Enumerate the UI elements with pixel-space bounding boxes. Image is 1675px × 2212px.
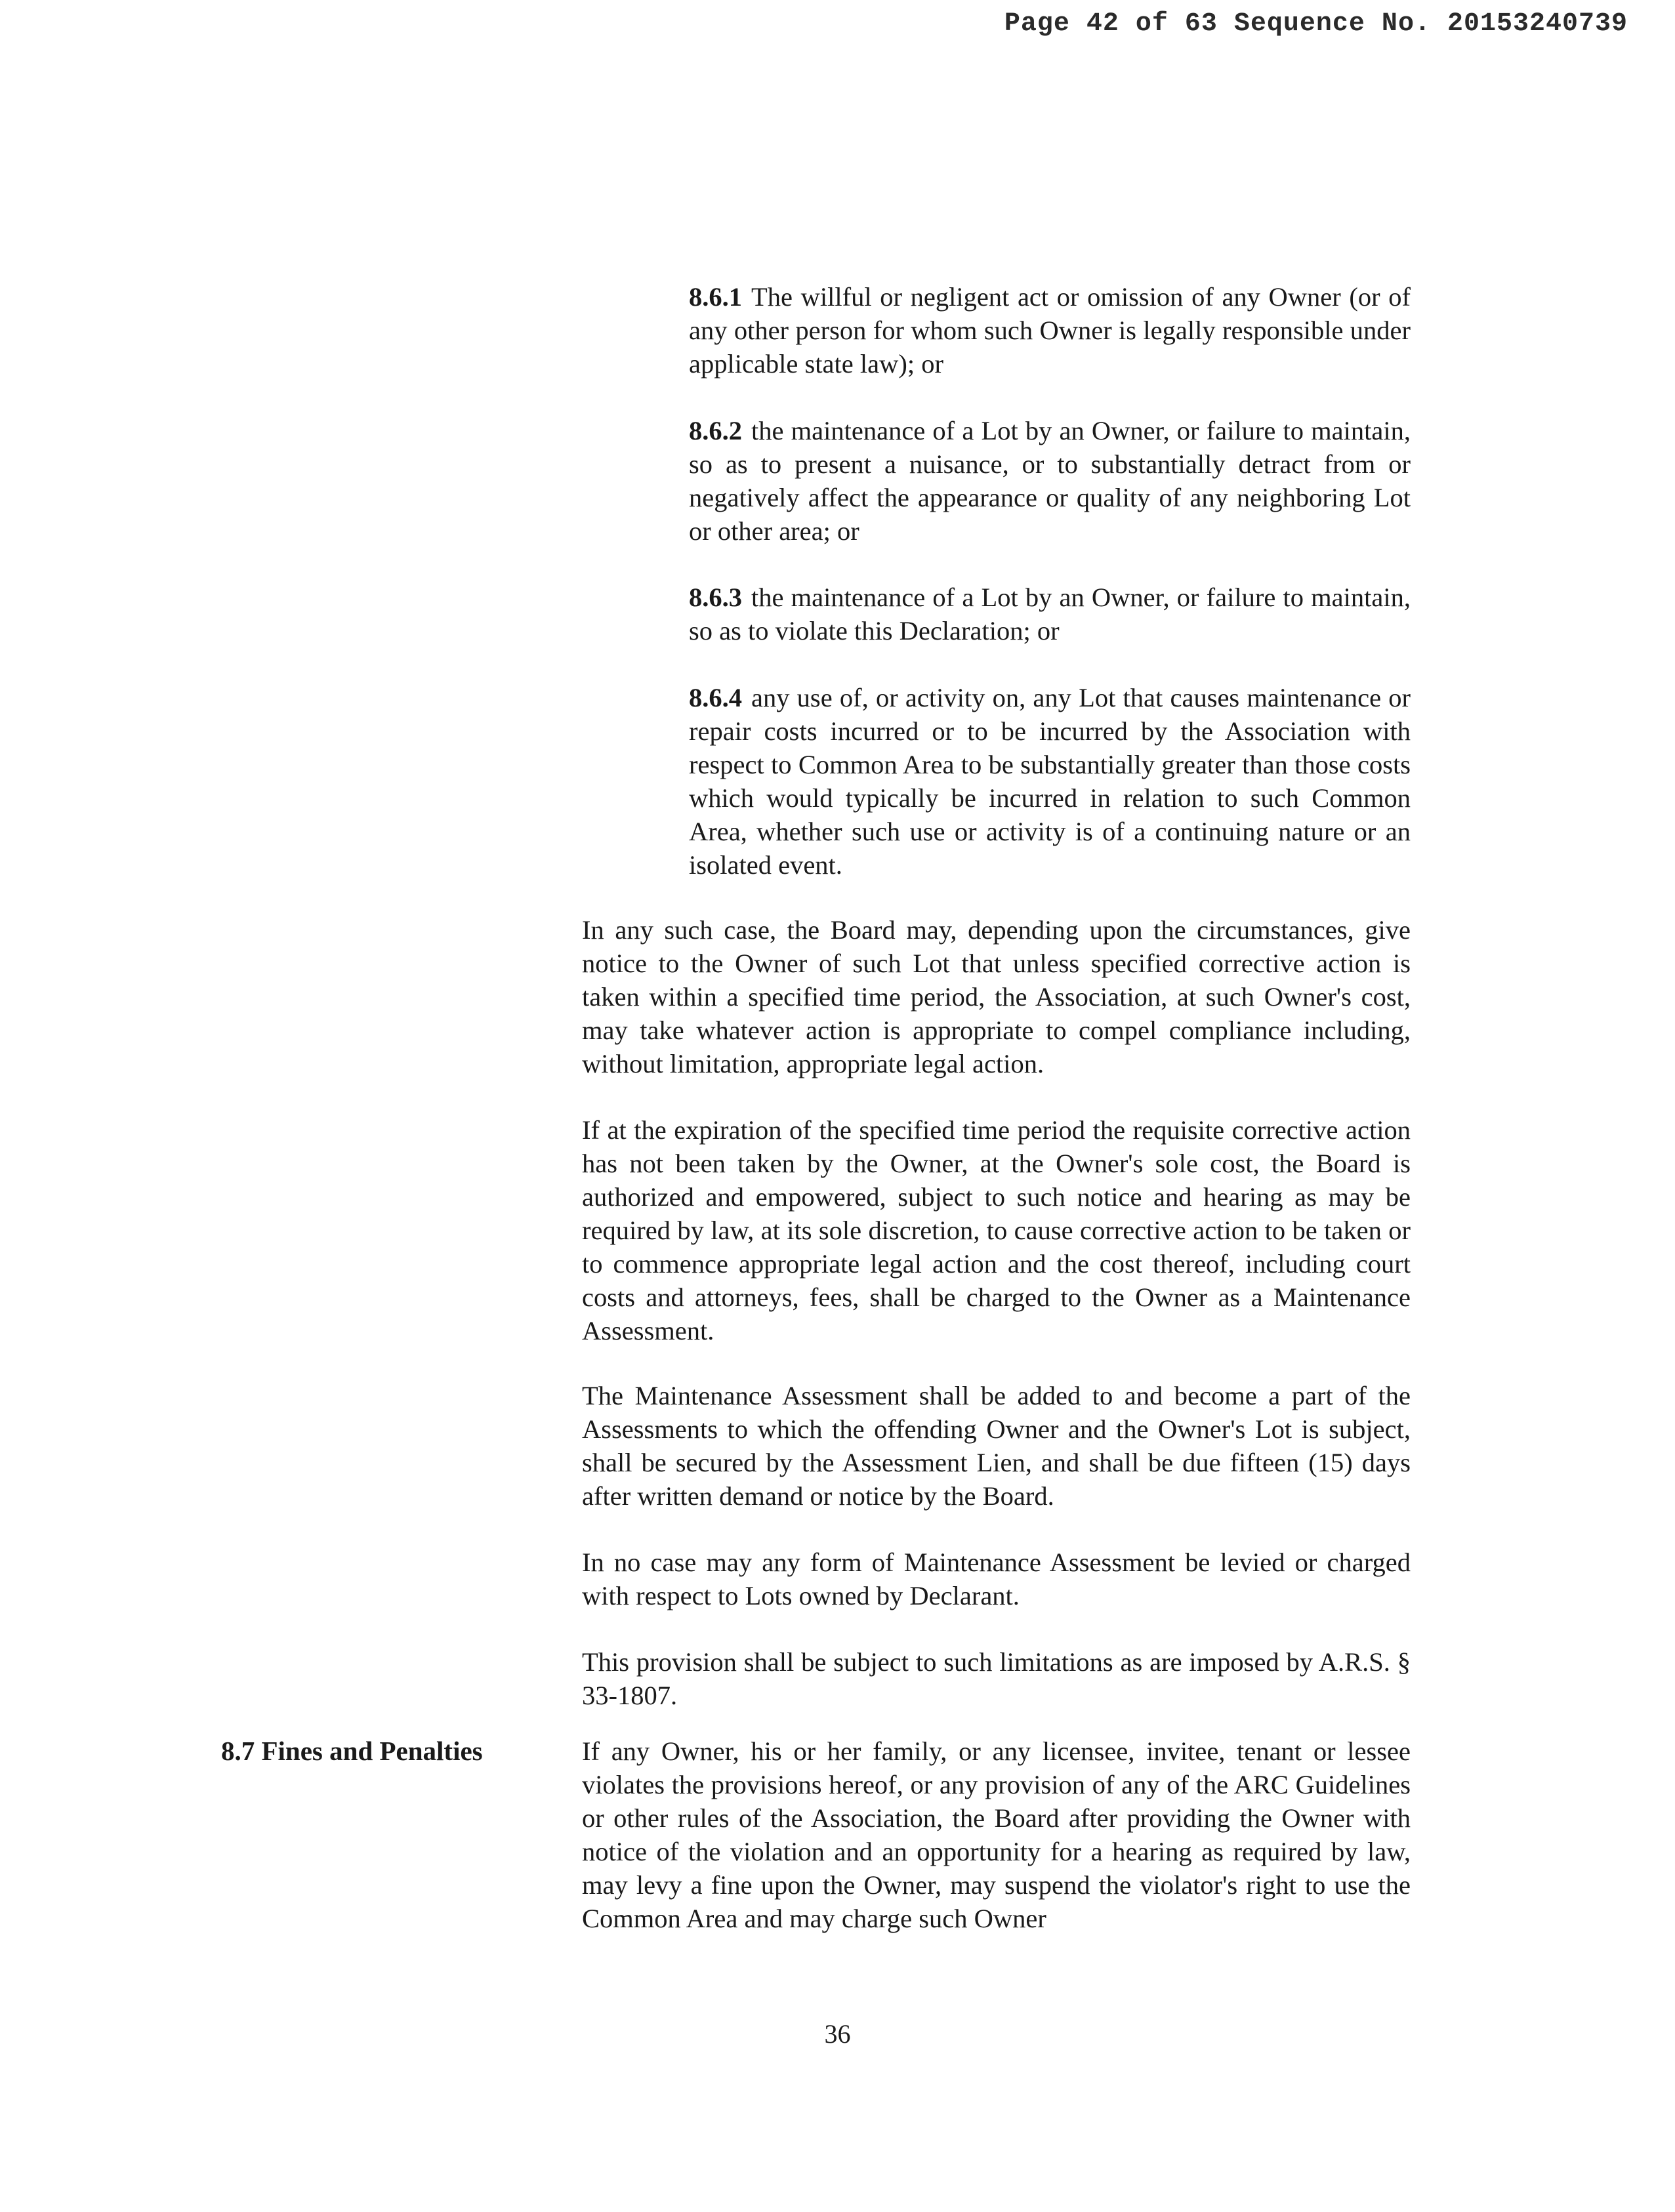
page-number: 36 <box>824 2019 851 2049</box>
subsection-8-6-2 <box>689 414 1411 548</box>
section-heading-fines-and-penalties: 8.7 Fines and Penalties <box>221 1736 483 1766</box>
subsection-number: 8.6.1 <box>689 282 742 312</box>
subsection-8-6-4 <box>689 681 1411 882</box>
subsection-8-6-1 <box>689 280 1411 380</box>
paragraph-fines-and-penalties: If any Owner, his or her family, or any licensee, invitee, tenant or lessee violates the provisions hereof, or any provision of any of the ARC Guidelines or other rules of the Association, the Board after providing the Owner with notice of the violation and an opportunity for a hearing as required by law, may levy a fine upon the Owner, may suspend the violator's right to use the Common Area and may charge such Owner <box>582 1736 1411 1933</box>
subsection-number: 8.6.3 <box>689 583 742 612</box>
subsection-number: 8.6.4 <box>689 683 742 712</box>
subsection-text: the maintenance of a Lot by an Owner, or failure to maintain, so as to present a nuisance, or to substantially detract from or negatively affect the appearance or quality of any neighboring Lot or other area; or <box>689 416 1411 546</box>
paragraph-corrective-action: If at the expiration of the specified time period the requisite corrective action has not been taken by the Owner, at the Owner's sole cost, the Board is authorized and empowered, subject to such notice and hearing as may be required by law, at its sole discretion, to cause corrective action to be taken or to commence appropriate legal action and the cost thereof, including court costs and attorneys, fees, shall be charged to the Owner as a Maintenance Assessment. <box>582 1115 1411 1345</box>
paragraph-notice: In any such case, the Board may, depending upon the circumstances, give notice to the Owner of such Lot that unless specified corrective action is taken within a specified time period, the Association, at such Owner's cost, may take whatever action is appropriate to compel compliance including, without limitation, appropriate legal action. <box>582 915 1411 1078</box>
page-sequence-stamp: Page 42 of 63 Sequence No. 20153240739 <box>1004 9 1628 39</box>
subsection-number: 8.6.2 <box>689 416 742 445</box>
subsection-text: the maintenance of a Lot by an Owner, or failure to maintain, so as to violate this Declaration; or <box>689 583 1411 645</box>
subsection-text: any use of, or activity on, any Lot that causes maintenance or repair costs incurred or to be incurred by the Association with respect to Common Area to be substantially greater than those costs which would typically be incurred in relation to such Common Area, whether such use or activity is of a continuing nature or an isolated event. <box>689 683 1411 880</box>
subsection-text: The willful or negligent act or omission of any Owner (or of any other person for whom such Owner is legally responsible under applicable state law); or <box>689 282 1411 379</box>
paragraph-maintenance-assessment: The Maintenance Assessment shall be added to and become a part of the Assessments to which the offending Owner and the Owner's Lot is subject, shall be secured by the Assessment Lien, and shall be due fifteen (15) days after written demand or notice by the Board. <box>582 1381 1411 1511</box>
paragraph-declarant-exemption: In no case may any form of Maintenance Assessment be levied or charged with respect to Lots owned by Declarant. <box>582 1547 1411 1610</box>
subsection-8-6-3 <box>689 581 1411 647</box>
paragraph-ars-limitation: This provision shall be subject to such limitations as are imposed by A.R.S. § 33-1807. <box>582 1647 1411 1710</box>
